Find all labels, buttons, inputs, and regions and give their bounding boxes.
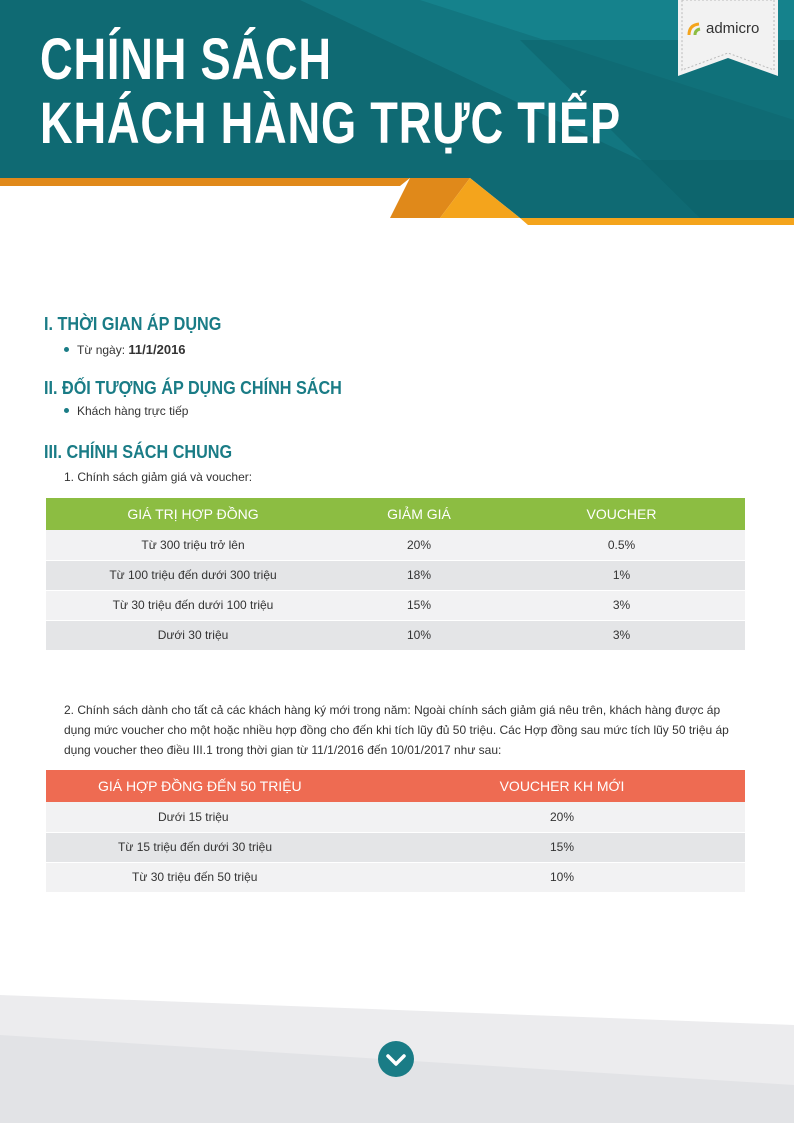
target-customer: Khách hàng trực tiếp: [77, 404, 189, 418]
table-cell: Từ 30 triệu đến 50 triệu: [46, 862, 379, 892]
table-row: [46, 832, 745, 862]
table1-header-voucher: VOUCHER: [498, 498, 745, 530]
table1-header-contract-value: GIÁ TRỊ HỢP ĐỒNG: [46, 498, 340, 530]
table-cell: 1%: [498, 560, 745, 590]
table2-header-contract-value: GIÁ HỢP ĐỒNG ĐẾN 50 TRIỆU: [46, 770, 379, 802]
start-date-value: 11/1/2016: [128, 342, 186, 357]
table1-header-discount: GIẢM GIÁ: [340, 498, 498, 530]
logo-ribbon: [678, 0, 778, 76]
policy-point-2: 2. Chính sách dành cho tất cả các khách hàng ký mới trong năm: Ngoài chính sách giảm giá nêu trên, khách hàng được áp dụng mức voucher cho một hoặc nhiều hợp đồng cho đến khi tích lũy đủ 50 triệu. Các Hợp đồng sau mức tích lũy 50 triệu áp dụng voucher theo điều III.1 trong thời gian từ 11/1/2016 đến 10/01/2017 như sau:: [64, 703, 729, 757]
table-cell: Dưới 30 triệu: [46, 620, 340, 650]
table-row: [46, 560, 745, 590]
policy-point-1: 1. Chính sách giảm giá và voucher:: [64, 470, 253, 484]
table-cell: 3%: [498, 590, 745, 620]
table2-header-voucher: VOUCHER KH MỚI: [379, 770, 745, 802]
section-2-item: [64, 404, 188, 418]
chevron-down-icon[interactable]: [378, 1041, 414, 1077]
start-date-label: Từ ngày:: [77, 343, 126, 357]
table-row: [46, 590, 745, 620]
title-line-2: KHÁCH HÀNG TRỰC TIẾP: [40, 91, 621, 156]
table-row: [46, 802, 745, 832]
table-cell: Từ 100 triệu đến dưới 300 triệu: [46, 560, 340, 590]
discount-voucher-table: [46, 498, 745, 651]
table-cell: 20%: [379, 802, 745, 832]
section-1-title: I. THỜI GIAN ÁP DỤNG: [44, 314, 222, 334]
table-cell: Từ 15 triệu đến dưới 30 triệu: [46, 832, 379, 862]
section-3-title: III. CHÍNH SÁCH CHUNG: [44, 442, 233, 462]
bullet-icon: [64, 347, 69, 352]
table-cell: 10%: [379, 862, 745, 892]
logo-text: admicro: [706, 20, 760, 37]
admicro-logo-icon: [687, 21, 703, 37]
table-cell: 0.5%: [498, 530, 745, 560]
section-2-title: II. ĐỐI TƯỢNG ÁP DỤNG CHÍNH SÁCH: [44, 378, 342, 398]
table-cell: 3%: [498, 620, 745, 650]
table-cell: Từ 300 triệu trở lên: [46, 530, 340, 560]
section-1-item: [64, 342, 186, 357]
table-cell: 10%: [340, 620, 498, 650]
new-customer-voucher-table: [46, 770, 745, 893]
table-row: [46, 862, 745, 892]
title-line-1: CHÍNH SÁCH: [40, 27, 332, 92]
table-cell: Từ 30 triệu đến dưới 100 triệu: [46, 590, 340, 620]
table-cell: 15%: [340, 590, 498, 620]
table-cell: 15%: [379, 832, 745, 862]
table-cell: Dưới 15 triệu: [46, 802, 379, 832]
table-row: [46, 530, 745, 560]
page-title: [40, 28, 621, 156]
table-row: [46, 620, 745, 650]
table-cell: 18%: [340, 560, 498, 590]
table-cell: 20%: [340, 530, 498, 560]
bullet-icon: [64, 408, 69, 413]
